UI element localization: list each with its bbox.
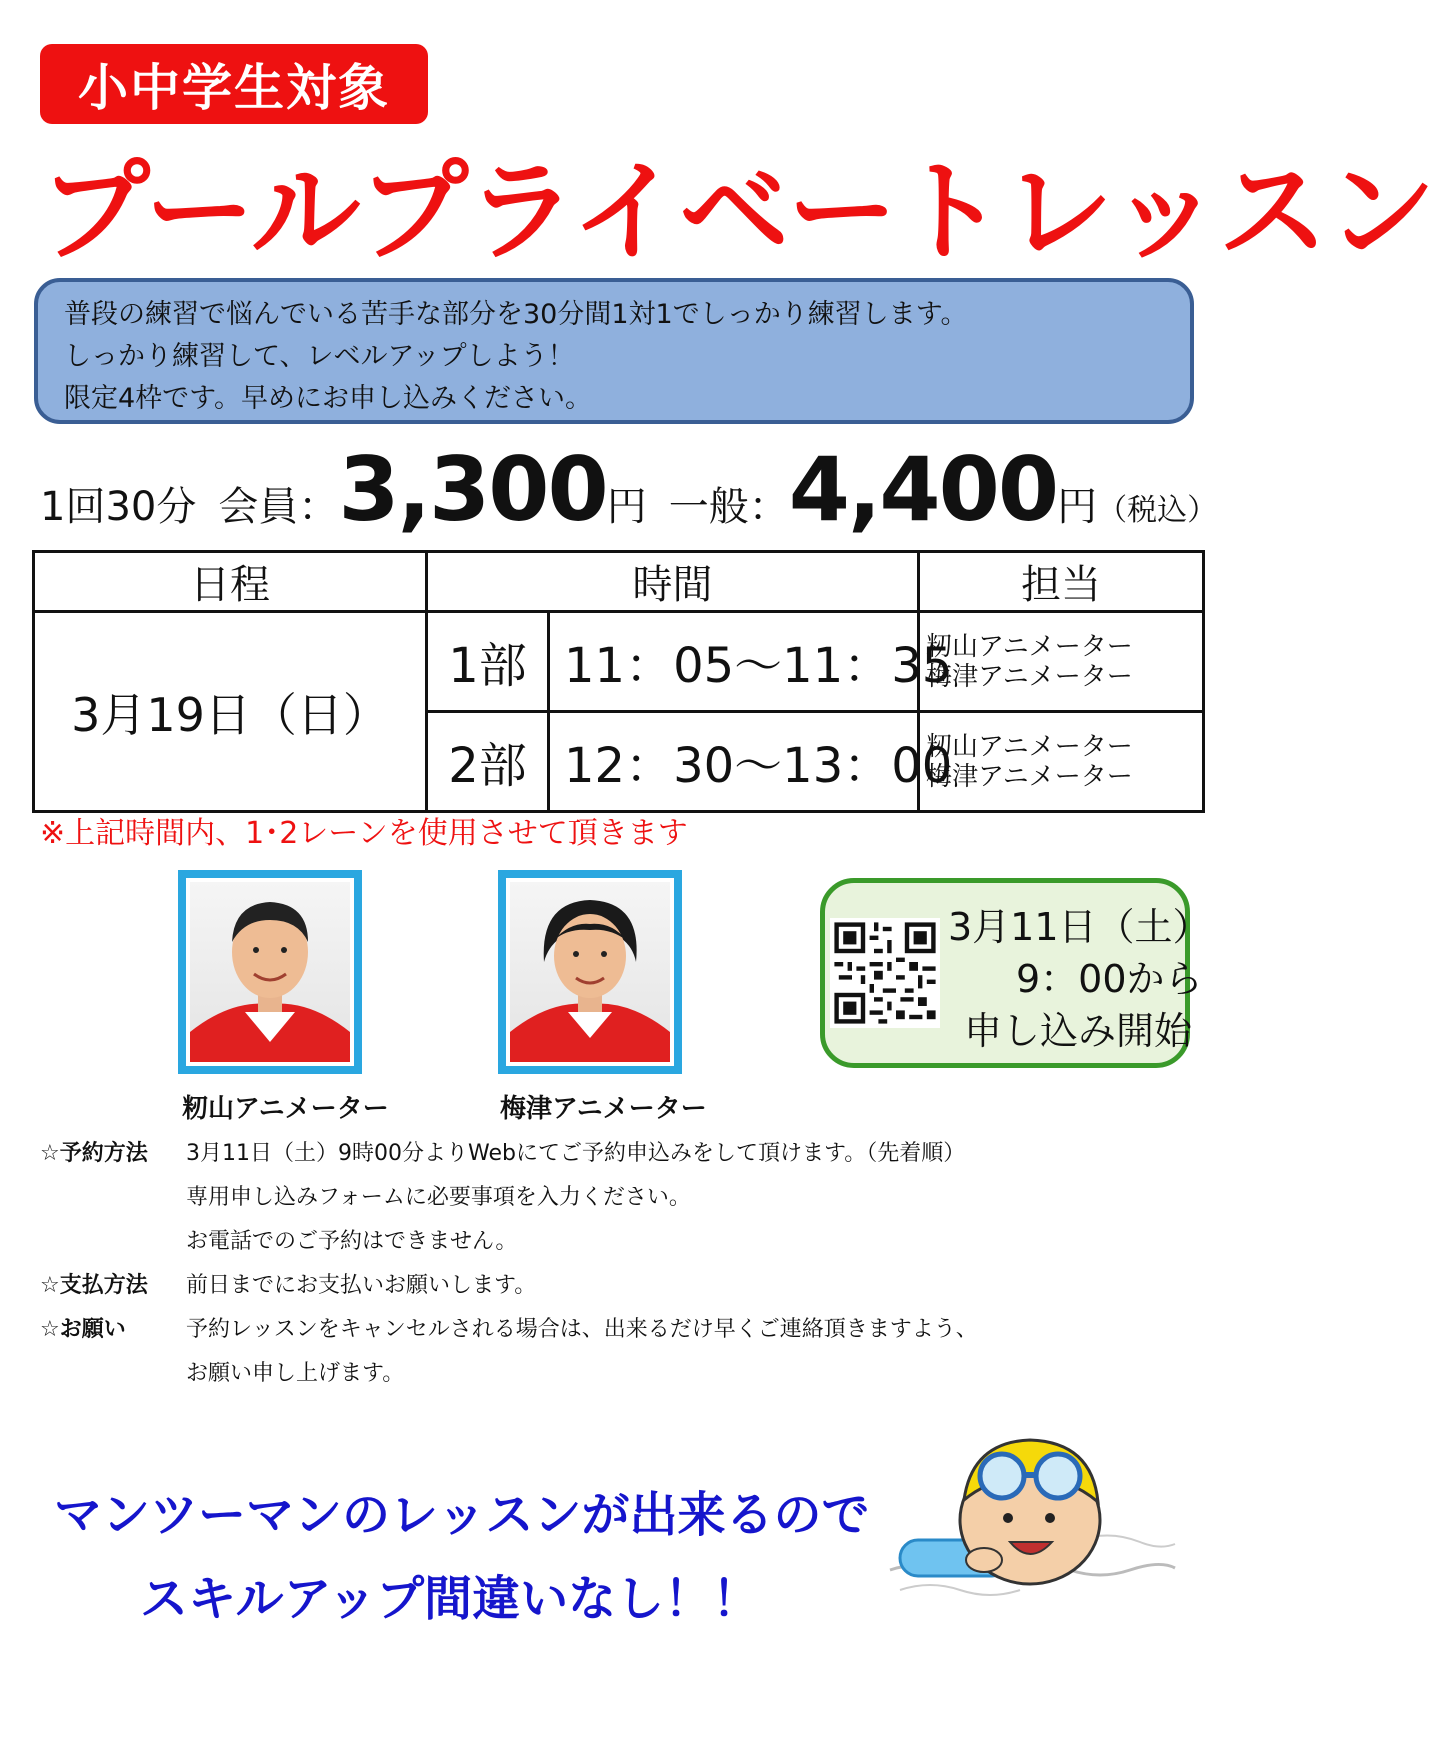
member-label: 会員：: [218, 484, 339, 530]
schedule-table: [32, 550, 1205, 813]
session-time: 11：05～11：35: [549, 612, 919, 712]
intro-line: しっかり練習して、レベルアップしよう！: [64, 341, 575, 372]
info-text: 専用申し込みフォームに必要事項を入力ください。: [186, 1185, 691, 1210]
general-price: 4,400: [788, 438, 1058, 541]
intro-line: 限定4枠です。早めにお申し込みください。: [64, 383, 593, 414]
page-title: プールプライベートレッスン: [40, 148, 1434, 276]
swimmer-illustration: [880, 1420, 1180, 1620]
general-label: 一般：: [668, 484, 789, 530]
instructor-name: 梅津アニメーター: [500, 1094, 707, 1124]
staff-name: 梅津アニメーター: [926, 661, 1133, 692]
info-text: 前日までにお支払いお願いします。: [186, 1273, 537, 1298]
info-text: 3月11日（土）9時00分よりWebにてご予約申込みをして頂けます。（先着順）: [186, 1141, 966, 1166]
instructor-portrait: [190, 882, 350, 1062]
lesson-duration: 1回30分: [40, 484, 197, 530]
session-part: 2部: [427, 712, 549, 812]
signup-time: 9：00から: [1016, 957, 1203, 1001]
slogan-line: マンツーマンのレッスンが出来るので: [54, 1487, 870, 1543]
info-label-payment: ☆支払方法: [40, 1273, 148, 1298]
signup-date: 3月11日（土）: [948, 905, 1211, 949]
info-text: お電話でのご予約はできません。: [186, 1229, 518, 1254]
session-part: 1部: [427, 612, 549, 712]
info-text: 予約レッスンをキャンセルされる場合は、出来るだけ早くご連絡頂きますよう、: [186, 1317, 978, 1342]
session-time: 12：30～13：00: [549, 712, 919, 812]
price-row: [40, 438, 1220, 541]
slogan-line: スキルアップ間違いなし！！: [140, 1571, 761, 1627]
table-row: [34, 612, 1204, 712]
staff-name: 梅津アニメーター: [926, 761, 1133, 792]
yen-unit: 円: [1057, 484, 1098, 530]
header-staff: 担当: [919, 552, 1204, 612]
session-staff: [919, 712, 1204, 812]
qr-code-icon[interactable]: [830, 918, 940, 1028]
header-time: 時間: [427, 552, 919, 612]
session-staff: [919, 612, 1204, 712]
signup-label: 申し込み開始: [964, 1009, 1193, 1053]
target-badge: 小中学生対象: [40, 44, 428, 124]
lane-note: ※上記時間内、1･2レーンを使用させて頂きます: [40, 816, 688, 851]
instructor-name: 籾山アニメーター: [182, 1094, 389, 1124]
yen-unit: 円: [606, 484, 647, 530]
info-text: お願い申し上げます。: [186, 1361, 405, 1386]
tax-note: （税込）: [1097, 493, 1218, 528]
staff-name: 籾山アニメーター: [926, 631, 1133, 662]
instructor-photo: [498, 870, 682, 1074]
info-label-reservation: ☆予約方法: [40, 1141, 148, 1166]
member-price: 3,300: [338, 438, 607, 541]
lesson-date: 3月19日（日）: [34, 612, 427, 812]
instructor-portrait: [510, 882, 670, 1062]
table-header-row: [34, 552, 1204, 612]
intro-line: 普段の練習で悩んでいる苦手な部分を30分間1対1でしっかり練習します。: [64, 299, 968, 330]
header-date: 日程: [34, 552, 427, 612]
staff-name: 籾山アニメーター: [926, 731, 1133, 762]
intro-box: [34, 278, 1194, 424]
instructor-photo: [178, 870, 362, 1074]
info-label-request: ☆お願い: [40, 1317, 126, 1342]
